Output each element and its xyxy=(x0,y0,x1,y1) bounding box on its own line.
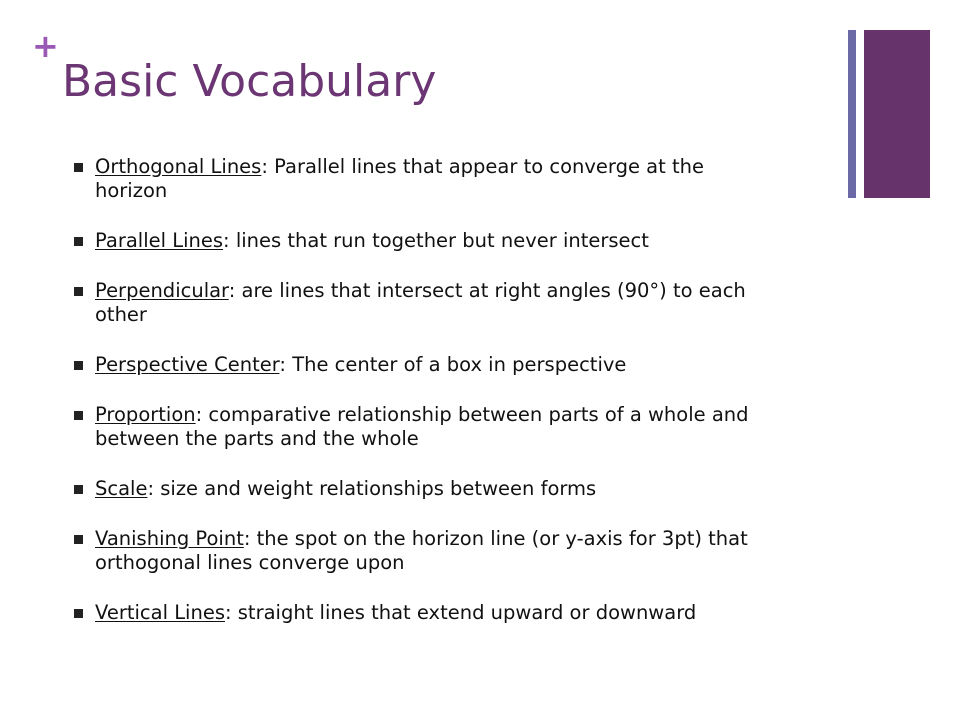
list-item xyxy=(74,229,774,253)
decorative-bar-thin xyxy=(848,30,856,198)
term-label: Perspective Center xyxy=(95,353,280,376)
definition-text: : lines that run together but never intersect xyxy=(223,229,649,252)
square-bullet-icon xyxy=(74,485,83,494)
definition-text: : straight lines that extend upward or downward xyxy=(225,601,697,624)
term-label: Perpendicular xyxy=(95,279,229,302)
term-label: Parallel Lines xyxy=(95,229,224,252)
term-label: Vertical Lines xyxy=(95,601,225,624)
list-item xyxy=(74,477,774,501)
square-bullet-icon xyxy=(74,287,83,296)
list-item xyxy=(74,403,774,451)
list-item xyxy=(74,279,774,327)
list-item xyxy=(74,353,774,377)
definition-text: : the spot on the horizon line (or y-axis for 3pt) that orthogonal lines converge upon xyxy=(95,527,748,574)
definition-text: : Parallel lines that appear to converge at the horizon xyxy=(95,155,704,202)
page-title: Basic Vocabulary xyxy=(62,56,437,107)
square-bullet-icon xyxy=(74,163,83,172)
term-label: Proportion xyxy=(95,403,196,426)
square-bullet-icon xyxy=(74,361,83,370)
decorative-bar-thick xyxy=(864,30,930,198)
definition-text: : The center of a box in perspective xyxy=(279,353,627,376)
square-bullet-icon xyxy=(74,609,83,618)
list-item xyxy=(74,527,774,575)
list-item xyxy=(74,155,774,203)
vocabulary-list xyxy=(74,155,774,651)
plus-icon: + xyxy=(32,27,59,65)
definition-text: : are lines that intersect at right angles (90°) to each other xyxy=(95,279,746,326)
square-bullet-icon xyxy=(74,237,83,246)
term-label: Orthogonal Lines xyxy=(95,155,262,178)
list-item xyxy=(74,601,774,625)
definition-text: : size and weight relationships between forms xyxy=(147,477,597,500)
term-label: Vanishing Point xyxy=(95,527,244,550)
term-label: Scale xyxy=(95,477,148,500)
square-bullet-icon xyxy=(74,411,83,420)
definition-text: : comparative relationship between parts of a whole and between the parts and the whole xyxy=(95,403,749,450)
square-bullet-icon xyxy=(74,535,83,544)
